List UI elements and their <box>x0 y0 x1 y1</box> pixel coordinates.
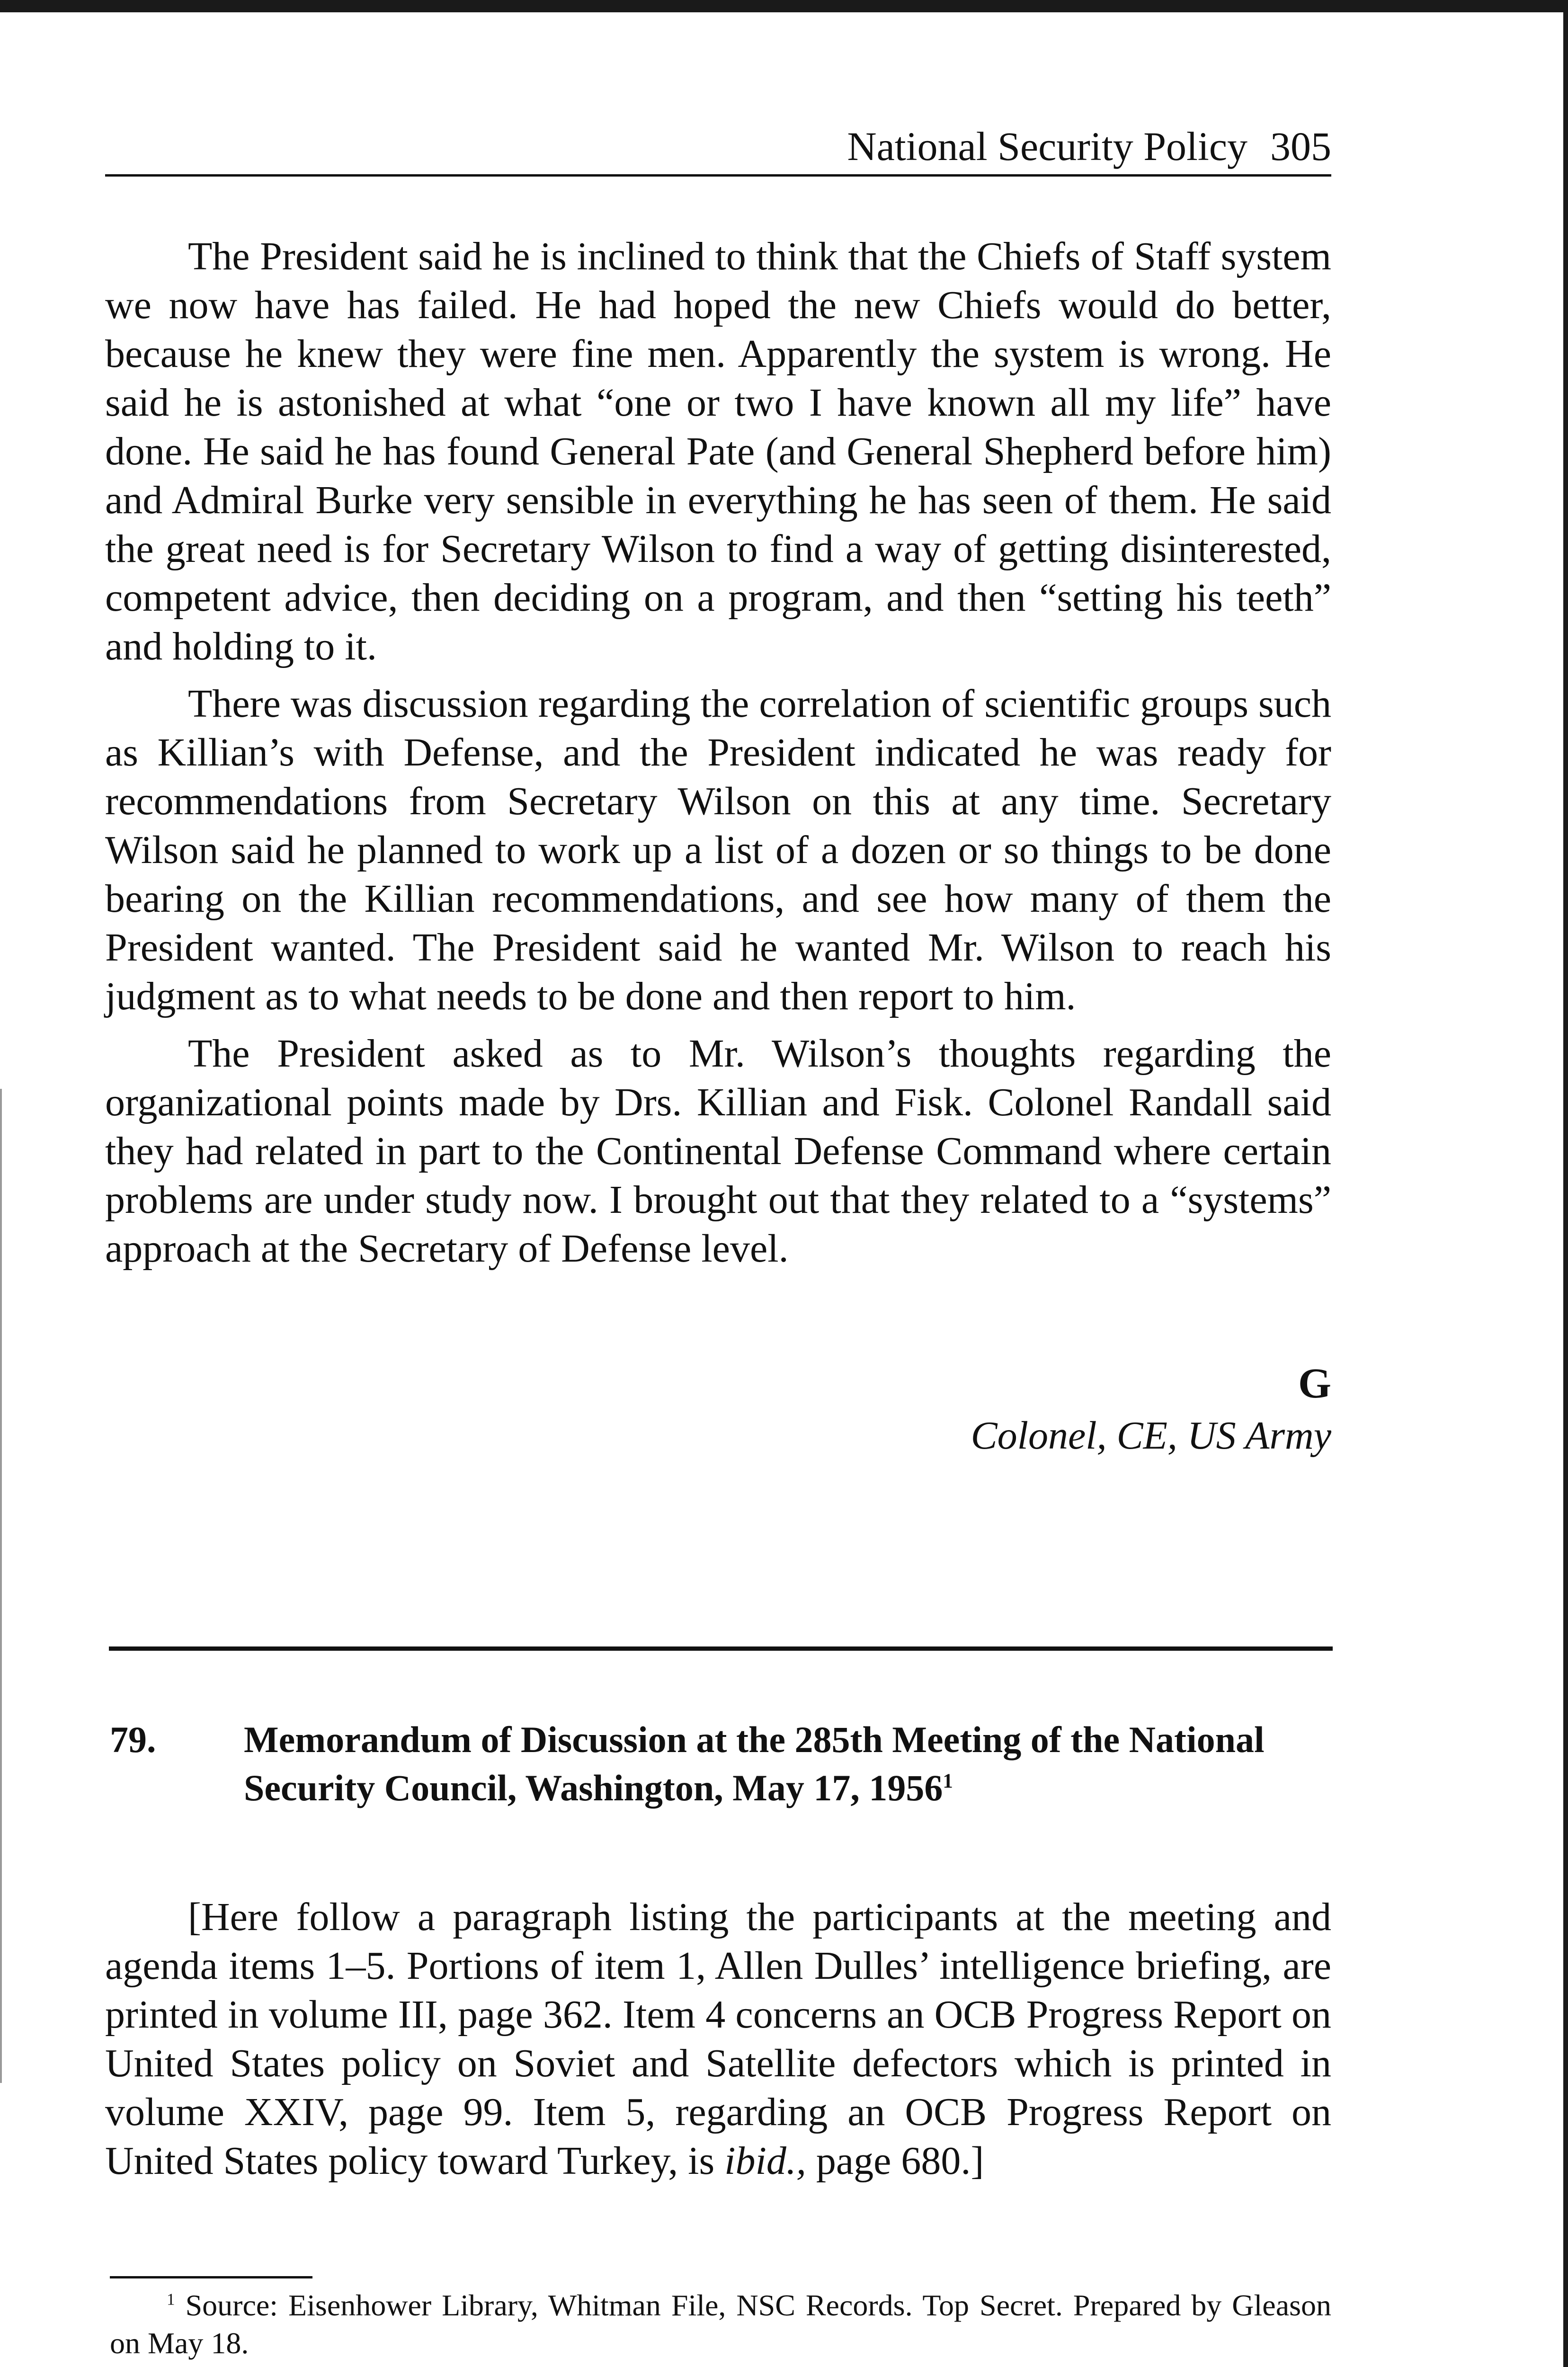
paragraph: The President said he is inclined to think that the Chiefs of Staff system we now have has failed. He had hoped the new Chiefs would do better, because he knew they were fine men. Apparently the system is wrong. He said he is astonished at what “one or two I have known all my life” have done. He said he has found General Pate (and General Shepherd before him) and Admiral Burke very sensible in everything he has seen of them. He said the great need is for Secretary Wilson to find a way of getting disinterested, competent advice, then deciding on a program, and then “setting his teeth” and holding to it. <box>105 234 1331 668</box>
running-head <box>105 124 1331 169</box>
footnote-text <box>110 2287 1331 2362</box>
footnote-marker: 1 <box>943 1770 953 1792</box>
footnote-rule <box>110 2276 312 2278</box>
editorial-note-text: [Here follow a paragraph listing the participants at the meeting and agenda items 1–5. Portions of item 1, Allen Dulles’ intelligence briefing, are printed in volume III, page 362. Item 4 concerns an OCB Progress Report on United States policy on Soviet and Satellite defectors which is printed in volume XXIV, page 99. Item 5, regarding an OCB Progress Report on United States policy toward Turkey, is <box>105 1895 1331 2183</box>
paragraph: The President asked as to Mr. Wilson’s thoughts regarding the organizational points made by Drs. Killian and Fisk. Colonel Randall said they had related in part to the Continental Defense Command where certain problems are under study now. I brought out that they related to a “systems” approach at the Secretary of Defense level. <box>105 1032 1331 1271</box>
footnote-source: Source: Eisenhower Library, Whitman File, NSC Records. Top Secret. Prepared by Gleason on May 18. <box>110 2288 1331 2360</box>
signature-block <box>105 1358 1331 1462</box>
ibid-reference: ibid., <box>724 2139 806 2183</box>
section-divider <box>109 1646 1333 1651</box>
footnote-number: 1 <box>167 2290 175 2309</box>
paragraph: There was discussion regarding the correlation of scientific groups such as Killian’s with Defense, and the President indicated he was ready for recommendations from Secretary Wilson on this at any time. Secretary Wilson said he planned to work up a list of a dozen or so things to be done bearing on the Killian recommendations, and see how many of them the President wanted. The President said he wanted Mr. Wilson to reach his judgment as to what needs to be done and then report to him. <box>105 682 1331 1018</box>
document-title-text: Memorandum of Discussion at the 285th Meeting of the National Security Council, Washington, May 17, 1956 <box>244 1719 1265 1808</box>
page-number: 305 <box>1270 124 1331 169</box>
scan-border-right <box>1563 0 1568 2367</box>
editorial-note <box>105 1893 1331 2185</box>
scan-border-left <box>0 1089 2 2083</box>
signature-rank: Colonel, CE, US Army <box>971 1414 1331 1458</box>
scan-border-top <box>0 0 1568 12</box>
memo-body <box>105 232 1331 1273</box>
paragraph <box>105 1893 1331 2185</box>
editorial-note-tail: page 680.] <box>806 2139 984 2183</box>
header-rule <box>105 174 1331 177</box>
document-title <box>244 1716 1333 1812</box>
signature-initial: G <box>1298 1360 1331 1407</box>
footnote <box>110 2287 1331 2362</box>
running-head-title: National Security Policy <box>847 124 1247 169</box>
document-number: 79. <box>110 1719 156 1760</box>
